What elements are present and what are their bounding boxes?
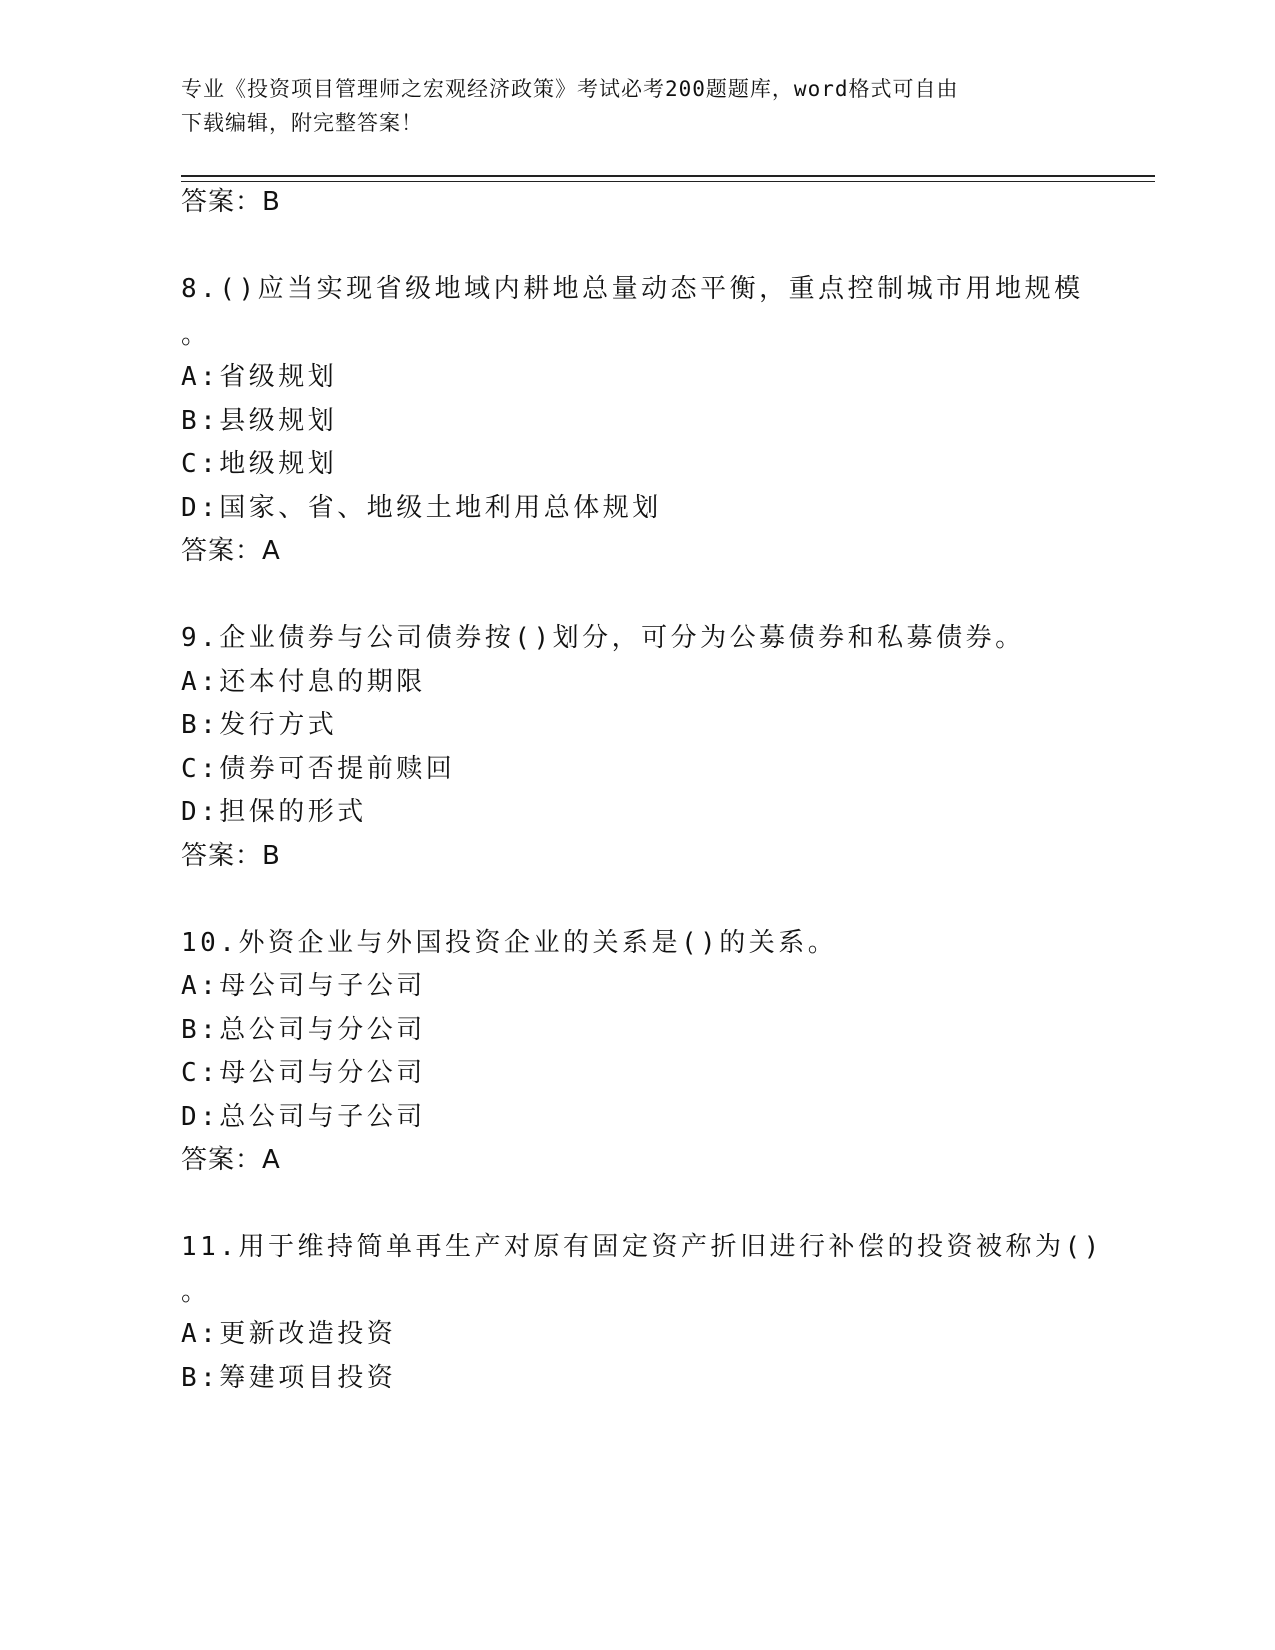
answer: 答案：A — [181, 536, 281, 566]
option-d: D:总公司与子公司 — [181, 1102, 426, 1132]
option-d: D:国家、省、地级土地利用总体规划 — [181, 493, 662, 523]
header-line-1: 专业《投资项目管理师之宏观经济政策》考试必考200题题库，word格式可自由 — [181, 77, 959, 101]
header-divider-thin — [181, 181, 1155, 182]
document-header — [181, 72, 1061, 140]
question-stem: 9.企业债券与公司债券按()划分，可分为公募债券和私募债券。 — [181, 623, 1025, 653]
header-divider-thick — [181, 175, 1155, 177]
option-c: C:债券可否提前赎回 — [181, 754, 456, 784]
option-b: B:总公司与分公司 — [181, 1015, 426, 1045]
lead-answer: 答案：B — [181, 187, 281, 217]
question-stem: 10.外资企业与外国投资企业的关系是()的关系。 — [181, 928, 838, 958]
question-stem-continued: 。 — [181, 1277, 211, 1307]
option-a: A:省级规划 — [181, 362, 338, 392]
option-a: A:母公司与子公司 — [181, 971, 426, 1001]
question-stem: 8.()应当实现省级地域内耕地总量动态平衡，重点控制城市用地规模 — [181, 274, 1084, 304]
option-c: C:母公司与分公司 — [181, 1058, 426, 1088]
option-b: B:筹建项目投资 — [181, 1363, 397, 1393]
option-c: C:地级规划 — [181, 449, 338, 479]
question-stem-continued: 。 — [181, 320, 211, 350]
header-line-2: 下载编辑，附完整答案！ — [181, 111, 423, 135]
option-b: B:发行方式 — [181, 710, 338, 740]
answer: 答案：B — [181, 841, 281, 871]
option-d: D:担保的形式 — [181, 797, 367, 827]
answer: 答案：A — [181, 1145, 281, 1175]
option-a: A:还本付息的期限 — [181, 667, 426, 697]
question-stem: 11.用于维持简单再生产对原有固定资产折旧进行补偿的投资被称为() — [181, 1232, 1103, 1262]
option-a: A:更新改造投资 — [181, 1319, 397, 1349]
option-b: B:县级规划 — [181, 406, 338, 436]
